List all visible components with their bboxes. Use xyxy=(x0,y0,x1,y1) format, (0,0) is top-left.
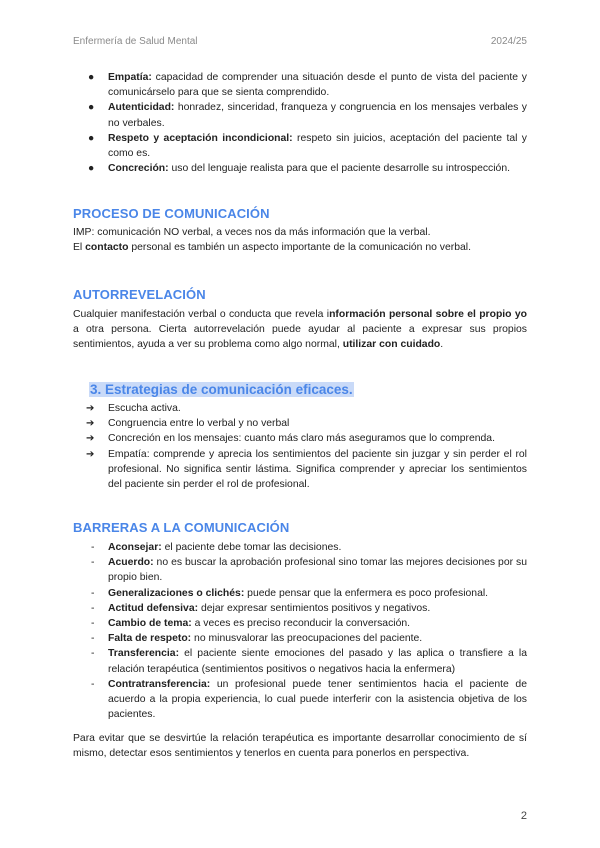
dash-marker: - xyxy=(91,602,95,614)
list-item: ➔ Congruencia entre lo verbal y no verbal xyxy=(73,416,527,431)
list-item: ➔ Escucha activa. xyxy=(73,401,527,416)
dash-marker: - xyxy=(91,557,95,569)
list-item: - Contratransferencia: un profesional puede tener sentimientos hacia el paciente de acuerdo a la propia experiencia, lo cual puede interferir con la asistencia objetiva de los pacientes. xyxy=(91,678,527,721)
arrow-icon: ➔ xyxy=(86,448,95,460)
list-item xyxy=(73,131,527,161)
list-item: - Falta de respeto: no minusvalorar las preocupaciones del paciente. xyxy=(73,631,527,646)
list-item xyxy=(73,100,527,130)
description: respeto sin juicios, aceptación del paciente tal y como es. xyxy=(108,132,527,160)
term: Empatía: xyxy=(108,72,152,83)
bullet-icon: ● xyxy=(88,102,95,114)
arrow-icon: ➔ xyxy=(86,433,95,445)
qualities-list xyxy=(73,70,527,176)
bullet-icon: ● xyxy=(88,132,95,144)
list-item: - Transferencia: el paciente siente emociones del pasado y las aplica o transfiere a la relación terapéutica (sentimientos positivos o negativos hacia la enfermera) xyxy=(91,648,527,675)
dash-marker: - xyxy=(91,678,95,690)
bullet-icon: ● xyxy=(88,72,95,83)
page-header xyxy=(73,36,527,47)
strategies-list xyxy=(73,401,527,492)
description: honradez, sinceridad, franqueza y congruencia en los mensajes verbales y no verbales. xyxy=(108,102,527,129)
bullet-icon: ● xyxy=(88,163,95,175)
list-item: - Actitud defensiva: dejar expresar sentimientos positivos y negativos. xyxy=(73,601,527,616)
section-heading-estrategias: 3. Estrategias de comunicación eficaces. xyxy=(90,382,353,397)
section-heading-barreras: BARRERAS A LA COMUNICACIÓN xyxy=(73,520,290,535)
description: capacidad de comprender una situación desde el punto de vista del paciente y comunicárselo para que se sienta comprendido. xyxy=(108,72,527,99)
barriers-list xyxy=(73,540,527,722)
header-year: 2024/25 xyxy=(490,36,527,47)
term: Concreción: xyxy=(108,163,169,175)
closing-paragraph: Para evitar que se desvirtúe la relación terapéutica es importante desarrollar conocimiento de sí mismo, detectar esos sentimientos y tenerlos en cuenta para ponerlos en perspectiva. xyxy=(73,733,527,760)
term: Autenticidad: xyxy=(108,102,175,114)
proceso-paragraph xyxy=(73,225,527,255)
autorrevelacion-paragraph: Cualquier manifestación verbal o conducta que revela información personal sobre el propio yo a otra persona. Cierta autorrevelación puede ayudar al paciente a expresar sus propios sentimientos, ayuda a ver su problema como algo normal, utilizar con cuidado. xyxy=(73,309,527,351)
dash-marker: - xyxy=(91,618,95,630)
dash-marker: - xyxy=(91,542,95,553)
dash-marker: - xyxy=(91,587,95,599)
list-item: - Cambio de tema: a veces es preciso reconducir la conversación. xyxy=(73,616,527,631)
proceso-line-2: El contacto personal es también un aspecto importante de la comunicación no verbal. xyxy=(73,242,471,254)
arrow-icon: ➔ xyxy=(86,403,95,414)
list-item xyxy=(73,161,527,176)
header-course-title: Enfermería de Salud Mental xyxy=(73,36,198,47)
dash-marker: - xyxy=(91,633,95,645)
page-number: 2 xyxy=(520,810,527,822)
section-heading-autorrevelacion: AUTORREVELACIÓN xyxy=(73,287,206,302)
list-item: ➔ Concreción en los mensajes: cuanto más claro más aseguramos que lo comprenda. xyxy=(73,431,527,446)
list-item: - Acuerdo: no es buscar la aprobación profesional sino tomar las mejores decisiones por su propio bien. xyxy=(91,557,527,584)
term: Respeto y aceptación incondicional: xyxy=(108,132,293,144)
arrow-icon: ➔ xyxy=(86,418,95,430)
proceso-line-1: IMP: comunicación NO verbal, a veces nos da más información que la verbal. xyxy=(73,227,431,238)
list-item: - Generalizaciones o clichés: puede pensar que la enfermera es poco profesional. xyxy=(73,586,527,601)
section-heading-proceso: PROCESO DE COMUNICACIÓN xyxy=(73,206,270,221)
list-item: - Aconsejar: el paciente debe tomar las decisiones. xyxy=(73,540,527,555)
dash-marker: - xyxy=(91,648,95,660)
list-item: ➔ Empatía: comprende y aprecia los sentimientos del paciente sin juzgar y sin perder el rol profesional. No significa sentir lástima. Significa comprender y apreciar los sentimientos del paciente sin perder el rol de profesional. xyxy=(86,448,527,491)
description: uso del lenguaje realista para que el paciente desarrolle su introspección. xyxy=(168,163,510,175)
list-item xyxy=(73,70,527,100)
